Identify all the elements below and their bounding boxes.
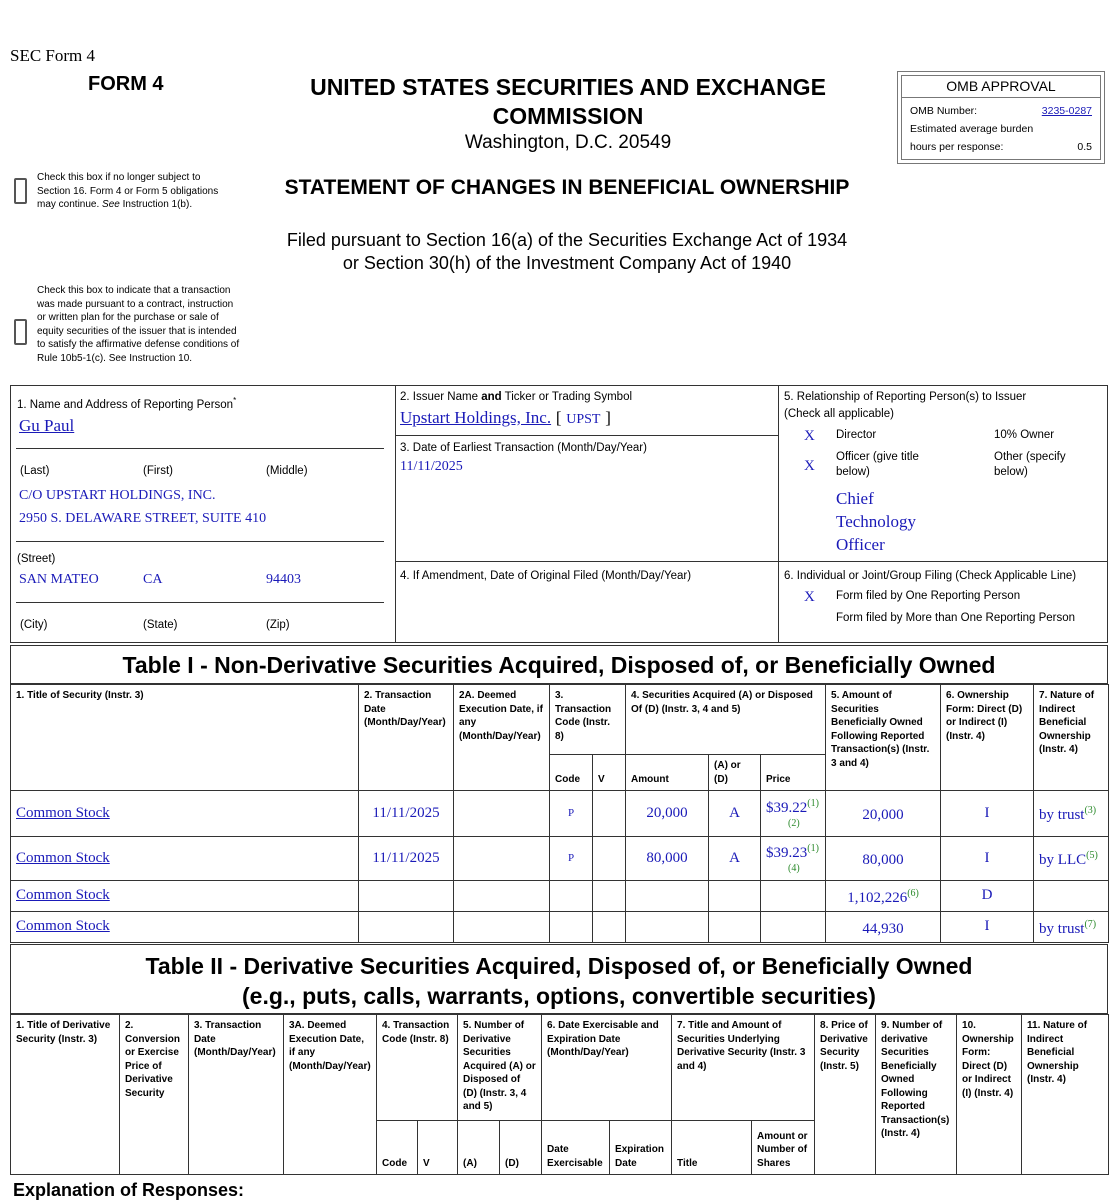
middle-label: (Middle) (266, 465, 308, 477)
table2-title-line2: (e.g., puts, calls, warrants, options, convertible securities) (242, 983, 876, 1009)
section16-checkbox[interactable] (14, 178, 27, 204)
table-cell (709, 837, 761, 881)
first-label: (First) (143, 465, 174, 477)
t2-h-d-sub: (D) (500, 1121, 542, 1175)
officer-title: Chief Technology Officer (836, 489, 917, 554)
amount-owned: 80,000 (862, 852, 904, 869)
issuer-label: 2. Issuer Name and Ticker or Trading Symbol (400, 391, 633, 403)
state-label: (State) (143, 619, 178, 631)
table-cell (454, 912, 550, 943)
t2-h-a-sub: (A) (458, 1121, 500, 1175)
t2-h-code: 4. Transaction Code (Instr. 8) (377, 1015, 458, 1121)
table-cell (454, 881, 550, 912)
table-cell (11, 791, 359, 837)
table-cell (1034, 837, 1109, 881)
table-row (11, 912, 1109, 943)
relationship-label: 5. Relationship of Reporting Person(s) to Issuer (784, 391, 1027, 403)
t1-h-aord: (A) or (D) (709, 755, 761, 791)
t2-h-owned: 9. Number of derivative Securities Beneficially Owned Following Reported Transaction(s) (Instr. 4) (876, 1015, 957, 1175)
table-cell (941, 837, 1034, 881)
t2-h-number: 5. Number of Derivative Securities Acquired (A) or Disposed of (D) (Instr. 3, 4 and 5) (458, 1015, 542, 1121)
table-cell (593, 791, 626, 837)
table-row (11, 881, 1109, 912)
table-cell (761, 837, 826, 881)
omb-title: OMB APPROVAL (902, 76, 1100, 98)
t2-h-exercisable: 6. Date Exercisable and Expiration Date (Month/Day/Year) (542, 1015, 672, 1121)
nature-footnote: (5) (1086, 850, 1098, 862)
omb-hours-label: hours per response: (910, 141, 1004, 153)
table-cell (761, 881, 826, 912)
security-title-link[interactable]: Common Stock (16, 887, 110, 904)
sec-form-label: SEC Form 4 (10, 46, 96, 65)
table-cell (1034, 912, 1109, 943)
table1-title: Table I - Non-Derivative Securities Acquired, Disposed of, or Beneficially Owned (10, 645, 1108, 684)
table-cell (11, 881, 359, 912)
filed-line-2: or Section 30(h) of the Investment Company Act of 1940 (342, 253, 792, 273)
transaction-date: 11/11/2025 (372, 849, 440, 866)
table-cell (709, 912, 761, 943)
table-cell (593, 837, 626, 881)
table-cell (359, 837, 454, 881)
section16-note (37, 171, 232, 212)
price-footnote-2: (2) (788, 818, 800, 829)
reporting-person-name[interactable]: Gu Paul (19, 416, 75, 435)
t1-h-acquired: 4. Securities Acquired (A) or Disposed Of (D) (Instr. 3, 4 and 5) (626, 685, 826, 755)
table-cell (11, 912, 359, 943)
security-title-link[interactable]: Common Stock (16, 804, 110, 821)
table-cell (626, 881, 709, 912)
table-cell (1034, 881, 1109, 912)
t1-h-deemed: 2A. Deemed Execution Date, if any (Month/Day/Year) (454, 685, 550, 791)
table-cell (359, 912, 454, 943)
filing-label: 6. Individual or Joint/Group Filing (Check Applicable Line) (784, 570, 1077, 582)
officer-label: Officer (give title below) (836, 451, 919, 478)
filed-pursuant (262, 229, 872, 275)
street-line-1: C/O UPSTART HOLDINGS, INC. (19, 488, 216, 503)
city-label: (City) (20, 619, 48, 631)
table-cell (11, 837, 359, 881)
table-cell (709, 881, 761, 912)
transaction-code: P (567, 852, 575, 865)
t1-h-code: 3. Transaction Code (Instr. 8) (550, 685, 626, 755)
nature-footnote: (7) (1084, 918, 1097, 930)
ownership-nature: by LLC (1039, 852, 1087, 869)
table-cell (761, 791, 826, 837)
table-cell (550, 837, 593, 881)
table-cell (761, 912, 826, 943)
nature-footnote: (3) (1084, 805, 1097, 817)
price: $39.23 (766, 845, 808, 861)
table-cell (1034, 791, 1109, 837)
t2-h-shares: Amount or Number of Shares (752, 1121, 815, 1175)
earliest-date-value: 11/11/2025 (400, 459, 463, 474)
section16-see: See (102, 199, 120, 210)
section16-text: Check this box if no longer subject to Section 16. Form 4 or Form 5 obligations may continue. (37, 172, 219, 210)
table-cell (359, 791, 454, 837)
director-label: Director (836, 429, 877, 441)
zip-value: 94403 (266, 572, 301, 587)
omb-number-link[interactable]: 3235-0287 (1041, 105, 1092, 117)
table-cell (454, 837, 550, 881)
t2-h-code-sub: Code (377, 1121, 418, 1175)
table-row (11, 837, 1109, 881)
table-cell (593, 912, 626, 943)
t2-h-conversion: 2. Conversion or Exercise Price of Derivative Security (120, 1015, 189, 1175)
table-cell (826, 912, 941, 943)
price-footnote-2: (4) (788, 863, 800, 874)
title-block (268, 73, 868, 155)
agency-location: Washington, D.C. 20549 (464, 132, 672, 153)
filing-mark: X (804, 589, 815, 605)
t2-h-nature: 11. Nature of Indirect Beneficial Ownership (Instr. 4) (1022, 1015, 1109, 1175)
t2-h-title: 1. Title of Derivative Security (Instr. 3) (11, 1015, 120, 1175)
reporting-person-label: 1. Name and Address of Reporting Person* (17, 396, 237, 411)
table-cell (626, 837, 709, 881)
table-cell (941, 912, 1034, 943)
agency-title: UNITED STATES SECURITIES AND EXCHANGE COMMISSION (310, 74, 826, 129)
state-value: CA (143, 572, 163, 587)
t1-h-owned: 5. Amount of Securities Beneficially Owned Following Reported Transaction(s) (Instr. 3 and 4) (826, 685, 941, 791)
price-footnote: (1) (807, 843, 819, 854)
t2-h-deemed: 3A. Deemed Execution Date, if any (Month/Day/Year) (284, 1015, 377, 1175)
omb-hours-value: 0.5 (1077, 141, 1092, 153)
t2-h-underlying: 7. Title and Amount of Securities Underlying Derivative Security (Instr. 3 and 4) (672, 1015, 815, 1121)
form-number: FORM 4 (88, 73, 164, 95)
acquired-or-disposed: A (729, 804, 740, 821)
t1-h-code-sub: Code (550, 755, 593, 791)
t1-h-amount: Amount (626, 755, 709, 791)
street-line-2: 2950 S. DELAWARE STREET, SUITE 410 (19, 511, 267, 526)
filing-many-label: Form filed by More than One Reporting Person (836, 612, 1076, 624)
t2-h-expiration: Expiration Date (610, 1121, 672, 1175)
amount-owned: 1,102,226 (847, 889, 908, 906)
t1-h-date: 2. Transaction Date (Month/Day/Year) (359, 685, 454, 791)
amendment-label: 4. If Amendment, Date of Original Filed (Month/Day/Year) (400, 570, 692, 582)
t2-h-date-exercisable: Date Exercisable (542, 1121, 610, 1175)
explanation-heading: Explanation of Responses: (13, 1180, 245, 1200)
price: $39.22 (766, 800, 808, 816)
table-cell (826, 837, 941, 881)
security-title-link[interactable]: Common Stock (16, 849, 110, 866)
director-mark: X (804, 428, 815, 444)
table-cell (826, 791, 941, 837)
table-cell (550, 791, 593, 837)
omb-burden-label: Estimated average burden (910, 123, 1034, 135)
table-cell (359, 881, 454, 912)
table-cell (941, 881, 1034, 912)
omb-approval-box (897, 71, 1105, 164)
last-label: (Last) (20, 465, 50, 477)
ownership-nature: by trust (1039, 807, 1085, 824)
other-label: Other (specify below) (994, 451, 1066, 478)
t2-h-date: 3. Transaction Date (Month/Day/Year) (189, 1015, 284, 1175)
filed-line-1: Filed pursuant to Section 16(a) of the Securities Exchange Act of 1934 (286, 230, 848, 250)
transaction-date: 11/11/2025 (372, 804, 440, 821)
rule10b5-note: Check this box to indicate that a transaction was made pursuant to a contract, instruction or written plan for the purchase or sale of equity securities of the issuer that is intended to satisfy the affirmative defense conditions of Rule 10b5-1(c). See Instruction 10. (37, 285, 240, 364)
zip-label: (Zip) (266, 619, 290, 631)
ownership-form: I (984, 804, 990, 821)
rule10b5-checkbox[interactable] (14, 319, 27, 345)
table-cell (941, 791, 1034, 837)
street-label: (Street) (17, 553, 56, 565)
issuer-name-link[interactable]: Upstart Holdings, Inc. (400, 408, 552, 427)
table-cell (550, 881, 593, 912)
officer-mark: X (804, 458, 815, 474)
t1-h-v-sub: V (593, 755, 626, 791)
table-cell (709, 791, 761, 837)
acquired-or-disposed: A (729, 849, 740, 866)
table2-title-line1: Table II - Derivative Securities Acquired, Disposed of, or Beneficially Owned (145, 953, 973, 979)
ownership-form: I (984, 849, 990, 866)
earliest-date-label: 3. Date of Earliest Transaction (Month/Day/Year) (400, 442, 647, 454)
statement-title: STATEMENT OF CHANGES IN BENEFICIAL OWNERSHIP (284, 176, 850, 199)
table-cell (626, 791, 709, 837)
price-footnote: (1) (807, 798, 819, 809)
ownership-nature: by trust (1039, 920, 1085, 937)
t1-h-form: 6. Ownership Form: Direct (D) or Indirect (I) (Instr. 4) (941, 685, 1034, 791)
t1-h-nature: 7. Nature of Indirect Beneficial Ownership (Instr. 4) (1034, 685, 1109, 791)
table-cell (826, 881, 941, 912)
amount: 80,000 (646, 849, 688, 866)
ten-percent-owner-label: 10% Owner (994, 429, 1055, 441)
t2-h-v-sub: V (418, 1121, 458, 1175)
omb-number-label: OMB Number: (910, 105, 978, 117)
amount: 20,000 (646, 804, 688, 821)
city-value: SAN MATEO (19, 572, 99, 587)
section16-instr: Instruction 1(b). (122, 199, 193, 210)
t1-h-title: 1. Title of Security (Instr. 3) (11, 685, 359, 791)
table-cell (593, 881, 626, 912)
table-cell (454, 791, 550, 837)
table-cell (550, 912, 593, 943)
table2 (10, 1014, 1109, 1175)
t2-h-form: 10. Ownership Form: Direct (D) or Indirect (I) (Instr. 4) (957, 1015, 1022, 1175)
ticker-symbol: UPST (566, 412, 601, 427)
table1 (10, 684, 1109, 943)
filing-one-label: Form filed by One Reporting Person (836, 590, 1021, 602)
amount-owned: 44,930 (862, 920, 904, 937)
ownership-form: I (984, 918, 990, 935)
table-row (11, 791, 1109, 837)
t2-h-price: 8. Price of Derivative Security (Instr. 5) (815, 1015, 876, 1175)
t2-h-underlying-title: Title (672, 1121, 752, 1175)
table-cell (626, 912, 709, 943)
owned-footnote: (6) (907, 887, 919, 899)
t1-h-price: Price (761, 755, 826, 791)
amount-owned: 20,000 (862, 807, 904, 824)
security-title-link[interactable]: Common Stock (16, 918, 110, 935)
issuer-line: Upstart Holdings, Inc. [ UPST ] (400, 408, 611, 427)
transaction-code: P (567, 807, 575, 820)
ownership-form: D (981, 887, 993, 904)
relationship-sub: (Check all applicable) (784, 408, 894, 420)
table2-title (10, 944, 1108, 1014)
